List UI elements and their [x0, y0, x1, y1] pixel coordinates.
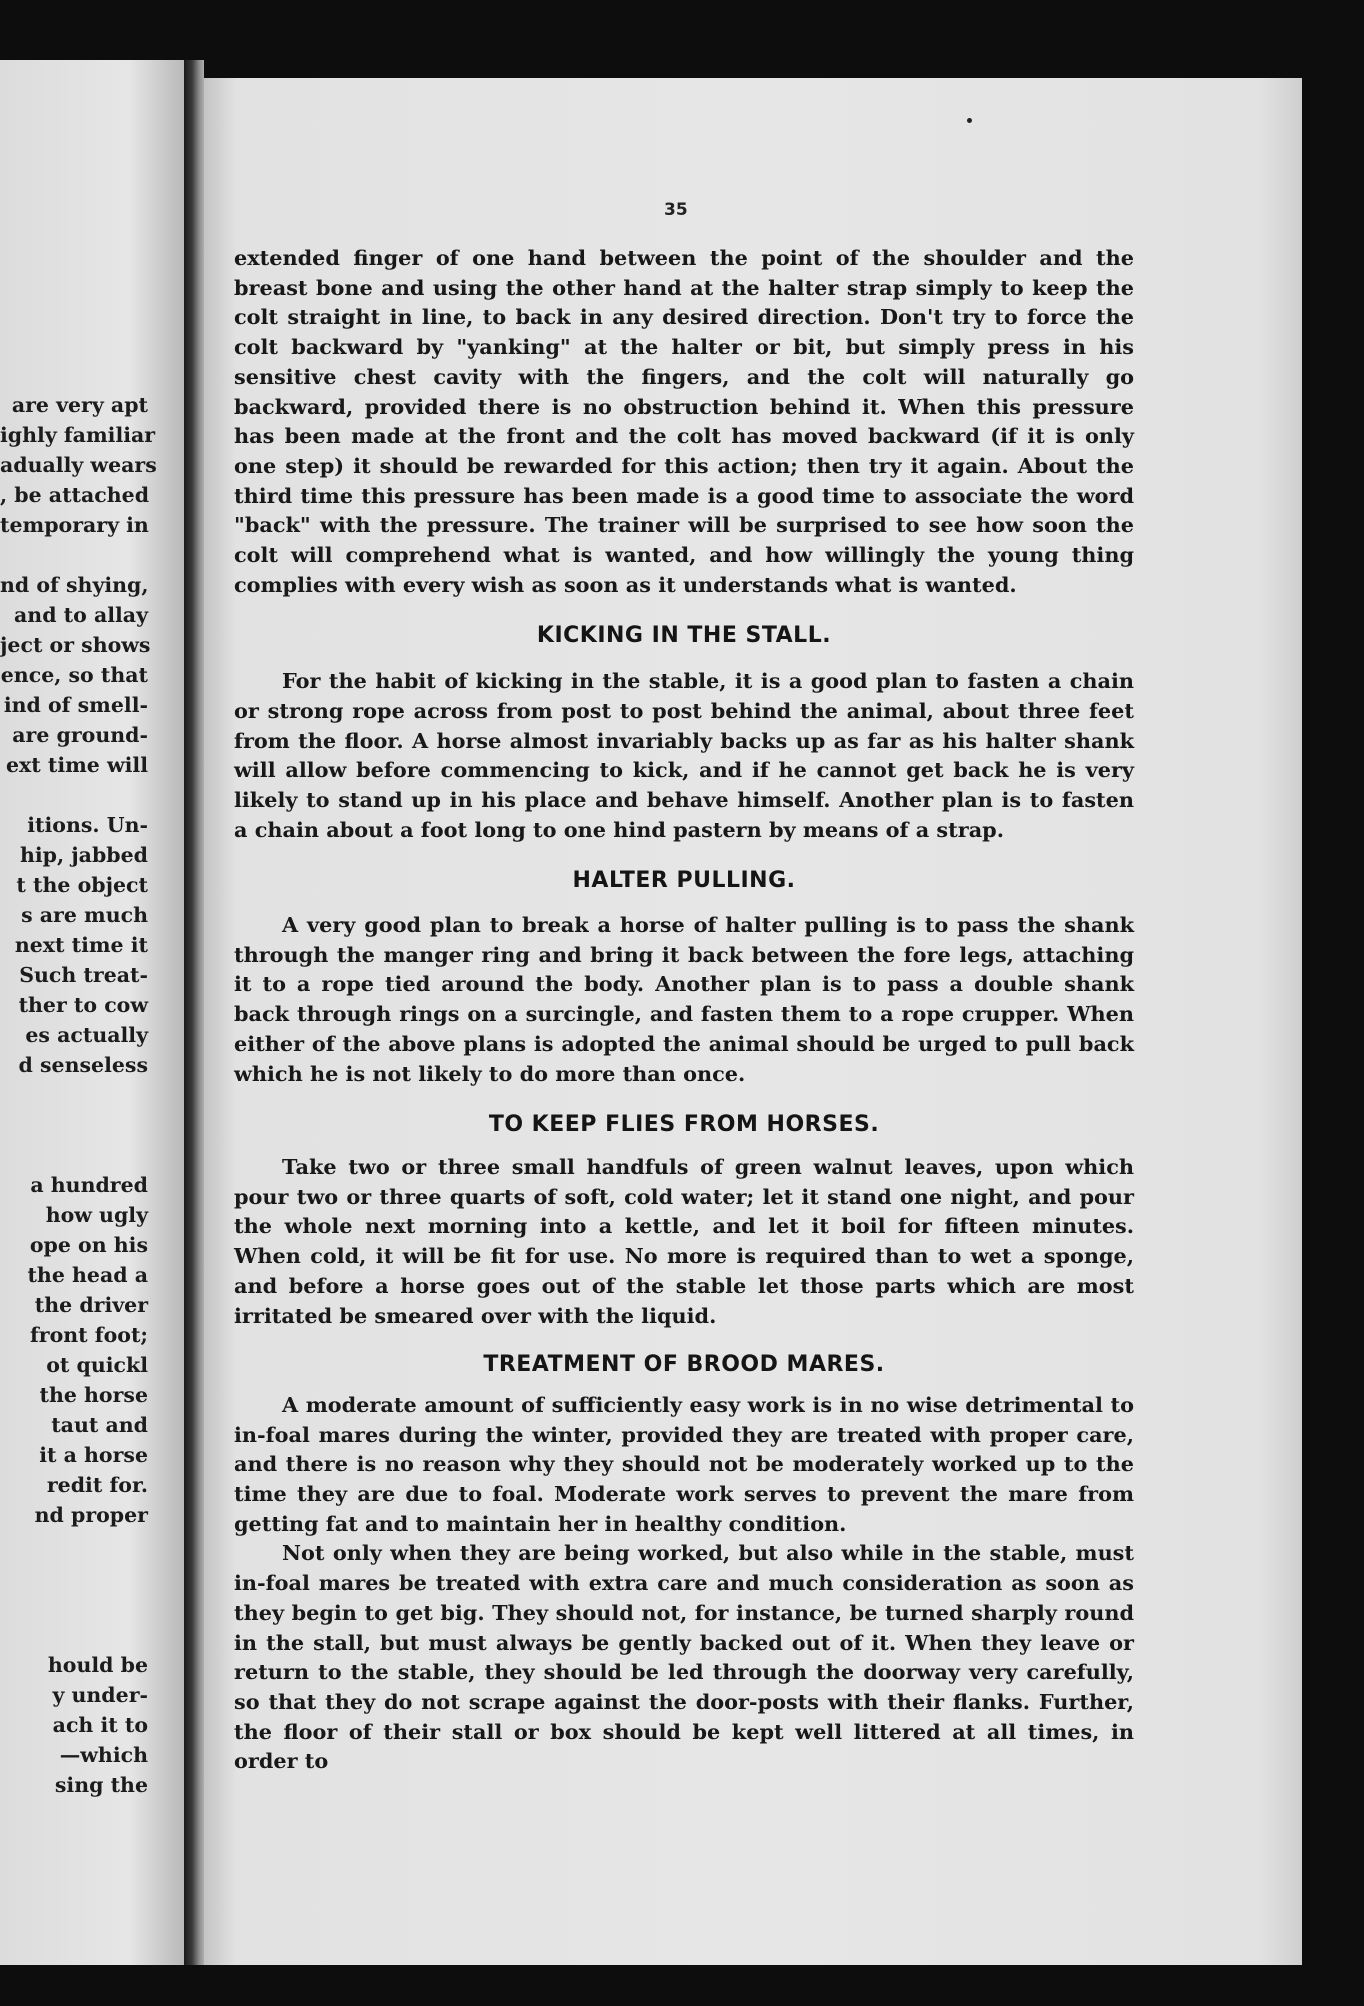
facing-line: ighly familiar [0, 423, 156, 447]
facing-line: are ground- [12, 723, 148, 747]
facing-line: front foot; [29, 1323, 148, 1347]
intro-paragraph: extended finger of one hand between the point of the shoulder and the breast bone and using the other hand at the halter strap simply to keep the colt straight in line, to back in any desired direction. Don't try to force the colt backward by "yanking" at the halter or bit, but simply press in his sensitive chest cavity with the fingers, and the colt will naturally go backward, provided there is no obstruction behind it. When this pressure has been made at the front and the colt has moved backward (if it is only one step) it should be rewarded for this action; then try it again. About the third time this pressure has been made is a good time to associate the word "back" with the pressure. The trainer will be surprised to see how soon the colt will comprehend what is wanted, and how willingly the young thing complies with every wish as soon as it understands what is wanted. [234, 245, 1134, 597]
facing-line: adually wears [0, 453, 157, 477]
section-heading-flies: TO KEEP FLIES FROM HORSES. [488, 1112, 880, 1138]
paragraph-halter: A very good plan to break a horse of halter pulling is to pass the shank through the manger ring and bring it back between the fore legs, attaching it to a rope tied around the body. Another plan is to pass a double shank back through rings on a surcingle, and fasten them to a rope crupper. When either of the above plans is adopted the animal should be urged to pull back which he is not likely to do more than once. [234, 912, 1134, 1086]
facing-line: ach it to [52, 1713, 148, 1737]
paragraph-flies: Take two or three small handfuls of green walnut leaves, upon which pour two or three quarts of soft, cold water; let it stand one night, and pour the whole next morning into a kettle, and let it boil for fifteen minutes. When cold, it will be fit for use. No more is required than to wet a sponge, and before a horse goes out of the stable let those parts which are most irritated be smeared over with the liquid. [234, 1153, 1134, 1328]
facing-line: temporary in [0, 513, 149, 537]
facing-line: y under- [52, 1683, 148, 1707]
facing-line: , be attached [0, 483, 150, 507]
facing-line: ence, so that [0, 663, 148, 687]
facing-line: itions. Un- [27, 813, 148, 837]
page-body [234, 243, 1134, 1776]
scan-border [204, 1965, 1302, 2006]
facing-line: t the object [16, 873, 148, 897]
facing-line: ope on his [29, 1233, 148, 1257]
facing-line: nd of shying, [0, 573, 149, 597]
facing-line: ther to cow [18, 993, 148, 1017]
facing-line: ject or shows [0, 633, 151, 657]
section-heading-halter: HALTER PULLING. [572, 868, 796, 894]
facing-line: Such treat- [19, 963, 148, 987]
facing-line: hould be [47, 1653, 148, 1677]
page-number: 35 [664, 200, 688, 220]
facing-line: sing the [54, 1773, 148, 1797]
paragraph-brood-mares-1: A moderate amount of sufficiently easy work is in no wise detrimental to in-foal mares during the winter, provided they are treated with proper care, and there is no reason why they should not be moderately worked up to the time they are due to foal. Moderate work serves to prevent the mare from getting fat and to maintain her in healthy condition. [234, 1391, 1134, 1536]
ink-speck [967, 118, 972, 123]
facing-line: ot quickl [46, 1353, 148, 1377]
facing-page-fragment [0, 60, 184, 1965]
book-page [204, 78, 1302, 1966]
facing-line: a hundred [30, 1173, 148, 1197]
facing-line: redit for. [46, 1473, 148, 1497]
facing-line: s are much [21, 903, 148, 927]
section-heading-brood-mares: TREATMENT OF BROOD MARES. [483, 1352, 885, 1378]
facing-line: the driver [34, 1293, 148, 1317]
book-gutter [184, 60, 204, 1965]
facing-line: nd proper [34, 1503, 148, 1527]
facing-line: it a horse [39, 1443, 148, 1467]
facing-line: taut and [51, 1413, 148, 1437]
facing-line: the head a [27, 1263, 148, 1287]
facing-line: d senseless [18, 1053, 148, 1077]
paragraph-kicking: For the habit of kicking in the stable, it is a good plan to fasten a chain or strong rope across from post to post behind the animal, about three feet from the floor. A horse almost invariably backs up as far as his halter shank will allow before commencing to kick, and if he cannot get back he is very likely to stand up in his place and behave himself. Another plan is to fasten a chain about a foot long to one hind pastern by means of a strap. [234, 668, 1134, 842]
section-heading-kicking: KICKING IN THE STALL. [536, 623, 832, 649]
facing-line: es actually [25, 1023, 148, 1047]
facing-line: how ugly [45, 1203, 148, 1227]
facing-line: ext time will [5, 753, 148, 777]
facing-line: the horse [39, 1383, 148, 1407]
facing-line: are very apt [11, 393, 148, 417]
paragraph-brood-mares-2: Not only when they are being worked, but also while in the stable, must in-foal mares be treated with extra care and much consideration as soon as they begin to get big. They should not, for instance, be turned sharply round in the stall, but must always be gently backed out of it. When they leave or return to the stable, they should be led through the doorway very carefully, so that they do not scrape against the door-posts with their flanks. Further, the floor of their stall or box should be kept well littered at all times, in order to [234, 1540, 1134, 1774]
facing-line: next time it [14, 933, 148, 957]
facing-line: —which [59, 1743, 148, 1767]
facing-line: and to allay [14, 603, 148, 627]
facing-line: hip, jabbed [19, 843, 148, 867]
facing-line: ind of smell- [3, 693, 148, 717]
